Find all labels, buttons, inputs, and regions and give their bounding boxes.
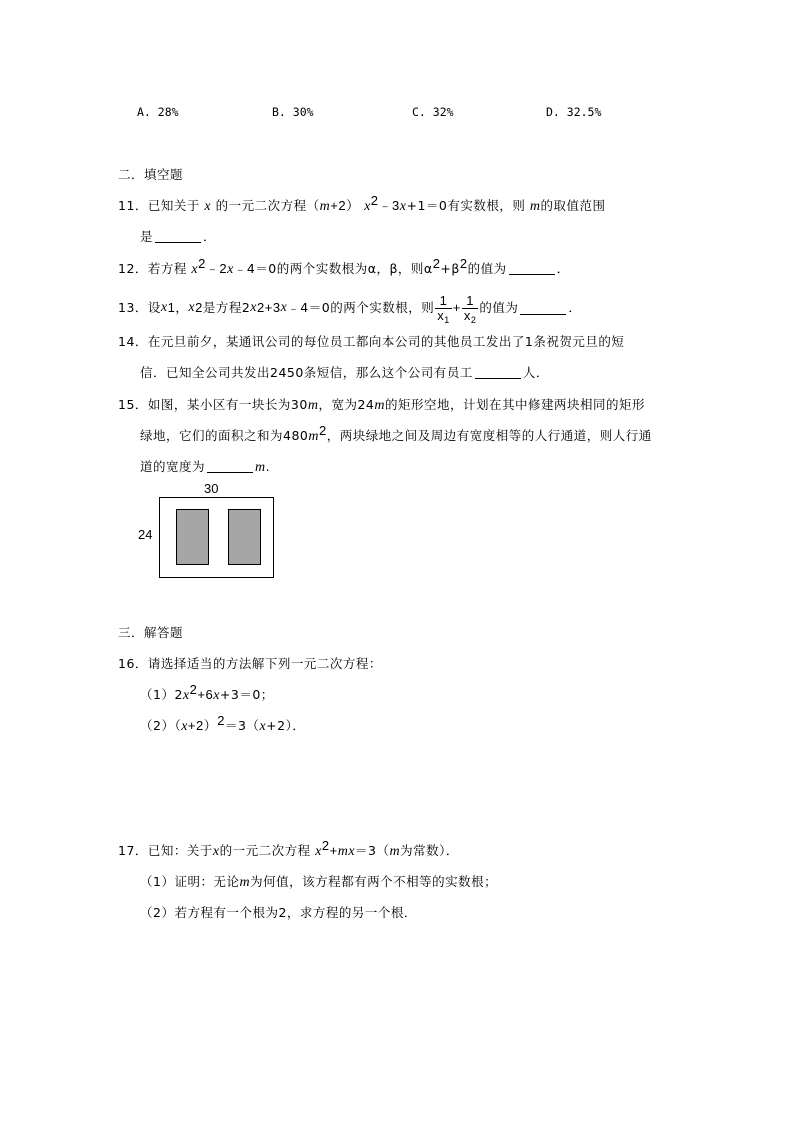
text: 的一元二次方程: [219, 843, 311, 858]
text: 是: [140, 229, 154, 244]
question-16-part1: $(1)2x^2+6x+3=0$；: [140, 682, 274, 703]
text: 绿地，它们的面积之和为480: [140, 428, 309, 443]
question-14: [118, 334, 624, 350]
numerator: 1: [466, 292, 474, 308]
text: 已知：关于: [147, 843, 213, 858]
text: +1＝0有实数根，则: [406, 198, 526, 213]
var: m: [239, 875, 251, 890]
question-number: 11．: [118, 198, 148, 213]
text: +3: [264, 300, 281, 315]
var: x: [213, 688, 220, 703]
question-17: 17．已知：关于x的一元二次方程 $x^2+mx=3(m$为常数）．: [118, 838, 459, 859]
text: 的矩形空地，计划在其中修建两块相同的矩形: [384, 397, 645, 412]
text: ，两块绿地之间及周边有宽度相等的人行通道，则人行通: [326, 428, 652, 443]
text: 设: [147, 300, 161, 315]
text: 道的宽度为: [140, 459, 206, 474]
answer-blank: [509, 262, 555, 275]
text: ﹣4＝0的两个实数根，则: [287, 300, 435, 315]
var: m: [255, 460, 266, 475]
question-number: 14．: [118, 334, 148, 349]
question-14-line2: [140, 365, 549, 381]
var: x: [463, 307, 471, 323]
section-fill-blank-title: 二．填空题: [118, 167, 184, 182]
text: +6: [197, 687, 214, 702]
text: （1）证明：无论: [140, 874, 240, 889]
text: 若方程: [147, 261, 187, 276]
option-d: D. 32.5%: [546, 105, 602, 119]
answer-blank: [520, 302, 566, 315]
text: +β: [440, 261, 460, 276]
var: x: [160, 300, 168, 315]
plus-sign: +: [452, 300, 461, 315]
text: ＝3（: [355, 843, 390, 858]
text: 是方程2: [202, 300, 251, 315]
denominator: $x_1$: [437, 307, 450, 325]
text: 已知关于: [147, 198, 200, 213]
text: +: [329, 843, 338, 858]
text: 为常数）．: [400, 843, 459, 858]
text: 人．: [522, 365, 549, 380]
question-11-line2: [140, 229, 216, 245]
text: 的值为: [467, 261, 507, 276]
var: x: [437, 307, 445, 323]
text: ﹣4＝0的两个实数根为α，β，则α: [233, 261, 433, 276]
figure-height-label: 24: [138, 527, 153, 542]
var: m: [319, 199, 331, 214]
var: x: [364, 199, 371, 214]
question-13: 13． 设 x 1 ， x 2 是方程2 x 2 +3 x ﹣4＝0的两个实数根，则 $\frac{1}{x_1}$ + $\frac{1}{x_2}$ 的值为 ．: [118, 292, 582, 325]
text: +3＝0；: [219, 687, 274, 702]
var: x: [227, 262, 234, 277]
question-11: 11．已知关于 x 的一元二次方程（m+2） $x^2﹣3x+1=0$有实数根，则 m的取值范围: [118, 193, 606, 214]
var: x: [182, 688, 190, 703]
var: x: [280, 300, 288, 315]
var: x: [204, 199, 212, 214]
question-number: 15．: [118, 397, 148, 412]
var: x: [399, 199, 407, 214]
question-15: [118, 397, 645, 414]
question-15-line3: [140, 459, 270, 476]
var: x: [181, 719, 188, 734]
text: 如图，某小区有一块长为30: [147, 397, 308, 412]
question-15-line2: 绿地，它们的面积之和为$480m^2$，两块绿地之间及周边有宽度相等的人行通道，则人行通: [140, 423, 652, 444]
text: ﹣2: [205, 261, 228, 276]
option-b: B. 30%: [272, 105, 314, 119]
green-plot-left: [176, 509, 209, 565]
question-number: 17．: [118, 843, 148, 858]
text: +2）．: [266, 718, 306, 733]
text: ．: [203, 229, 217, 244]
var: m: [337, 844, 349, 859]
text: ．: [556, 261, 570, 276]
text: ﹣3: [378, 198, 400, 213]
option-c: C. 32%: [412, 105, 454, 119]
text: （2）（: [140, 718, 182, 733]
var: x: [188, 300, 196, 315]
answer-blank: [207, 460, 253, 473]
question-17-part2: （2）若方程有一个根为2，求方程的另一个根．: [140, 905, 417, 920]
question-16-part2: $(2)(x+2)^2=3(x+2)$．: [140, 713, 306, 734]
question-17-part1: [140, 874, 497, 891]
var: x: [250, 300, 258, 315]
var: x: [259, 719, 267, 734]
fraction-1-over-x1: [435, 294, 452, 323]
denominator: $x_2$: [463, 307, 477, 325]
section-answer-title: 三．解答题: [118, 625, 184, 640]
question-16: [118, 656, 382, 672]
question-12: 12．若方程 $x^2﹣2x﹣4=0$的两个实数根为α，β，则$\alpha^2+\beta^2$的值为 ．: [118, 256, 570, 277]
var: m: [308, 429, 319, 444]
fraction-1-over-x2: [462, 294, 479, 323]
text: +2）: [330, 198, 360, 213]
var: m: [374, 398, 385, 413]
text: （1）2: [140, 687, 183, 702]
text: ．: [568, 300, 582, 315]
text: 信．已知全公司共发出2450条短信，那么这个公司有员工: [140, 365, 473, 380]
rectangle-lot-figure: [159, 497, 274, 578]
text: 的取值范围: [540, 198, 606, 213]
text: .: [265, 459, 271, 474]
var: x: [212, 844, 220, 859]
var: x: [315, 844, 322, 859]
text: ，: [175, 300, 189, 315]
text: 的一元二次方程（: [215, 198, 320, 213]
text: ＝3（: [224, 718, 260, 733]
figure-width-label: 30: [204, 481, 219, 496]
question-number: 16．: [118, 656, 148, 671]
question-number: 12．: [118, 261, 148, 276]
numerator: 1: [439, 292, 448, 308]
answer-blank: [155, 230, 201, 243]
text: +2）: [187, 718, 218, 733]
var: m: [389, 844, 401, 859]
text: 的值为: [479, 300, 519, 315]
question-number: 13．: [118, 300, 148, 315]
text: 请选择适当的方法解下列一元二次方程：: [147, 656, 382, 671]
var: m: [529, 199, 541, 214]
var: m: [307, 398, 319, 413]
var: x: [348, 844, 356, 859]
option-a: A. 28%: [137, 105, 179, 119]
text: ，宽为24: [318, 397, 375, 412]
answer-blank: [475, 366, 521, 379]
var: x: [191, 262, 199, 277]
text: 为何值，该方程都有两个不相等的实数根；: [250, 874, 498, 889]
green-plot-right: [228, 509, 261, 565]
text: 在元旦前夕，某通讯公司的每位员工都向本公司的其他员工发出了1条祝贺元旦的短: [147, 334, 625, 349]
